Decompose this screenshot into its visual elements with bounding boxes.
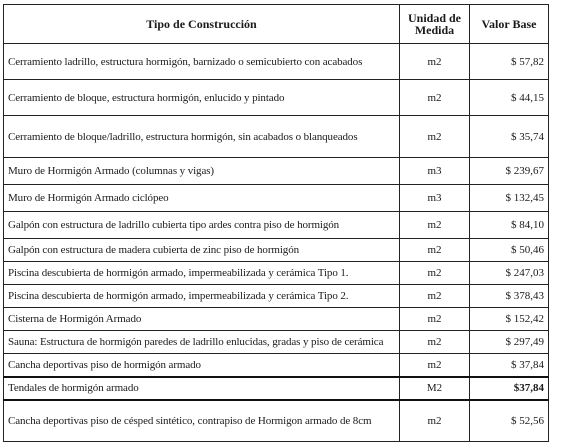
table-row [4, 185, 549, 212]
row-unit: m2 [400, 285, 470, 308]
row-description: Galpón con estructura de ladrillo cubierta tipo ardes contra piso de hormigón [4, 212, 400, 239]
table-header-row [4, 5, 549, 44]
row-unit: m2 [400, 400, 470, 442]
row-unit: m2 [400, 80, 470, 116]
row-unit: m2 [400, 44, 470, 80]
table-row [4, 239, 549, 262]
row-description: Tendales de hormigón armado [4, 377, 400, 400]
row-unit: m2 [400, 331, 470, 354]
row-value: $ 37,84 [470, 354, 549, 377]
row-unit: m2 [400, 116, 470, 158]
table-row [4, 377, 549, 400]
row-value: $37,84 [470, 377, 549, 400]
row-value: $ 84,10 [470, 212, 549, 239]
table-row [4, 285, 549, 308]
row-value: $ 239,67 [470, 158, 549, 185]
row-description: Sauna: Estructura de hormigón paredes de ladrillo enlucidas, gradas y piso de cerámica [4, 331, 400, 354]
row-unit: m2 [400, 262, 470, 285]
row-value: $ 50,46 [470, 239, 549, 262]
row-description: Cancha deportivas piso de hormigón armado [4, 354, 400, 377]
row-value: $ 378,43 [470, 285, 549, 308]
header-type: Tipo de Construcción [4, 5, 400, 44]
row-value: $ 132,45 [470, 185, 549, 212]
table-row [4, 44, 549, 80]
table-row [4, 308, 549, 331]
row-description: Galpón con estructura de madera cubierta de zinc piso de hormigón [4, 239, 400, 262]
table-row [4, 158, 549, 185]
row-description: Cerramiento ladrillo, estructura hormigón, barnizado o semicubierto con acabados [4, 44, 400, 80]
row-value: $ 52,56 [470, 400, 549, 442]
row-description: Cisterna de Hormigón Armado [4, 308, 400, 331]
row-description: Cerramiento de bloque, estructura hormigón, enlucido y pintado [4, 80, 400, 116]
row-value: $ 44,15 [470, 80, 549, 116]
table-row [4, 262, 549, 285]
table-row [4, 354, 549, 377]
table-row [4, 331, 549, 354]
row-value: $ 247,03 [470, 262, 549, 285]
row-value: $ 35,74 [470, 116, 549, 158]
row-value: $ 57,82 [470, 44, 549, 80]
row-unit: m2 [400, 354, 470, 377]
row-description: Piscina descubierta de hormigón armado, impermeabilizada y cerámica Tipo 1. [4, 262, 400, 285]
table-row [4, 400, 549, 442]
row-unit: m2 [400, 308, 470, 331]
construction-values-table [3, 4, 549, 442]
row-unit: m2 [400, 239, 470, 262]
table-row [4, 212, 549, 239]
header-value: Valor Base [470, 5, 549, 44]
row-value: $ 297,49 [470, 331, 549, 354]
row-unit: M2 [400, 377, 470, 400]
row-description: Muro de Hormigón Armado (columnas y vigas) [4, 158, 400, 185]
table-row [4, 116, 549, 158]
row-unit: m3 [400, 185, 470, 212]
row-unit: m3 [400, 158, 470, 185]
row-description: Muro de Hormigón Armado ciclópeo [4, 185, 400, 212]
table-row [4, 80, 549, 116]
row-description: Piscina descubierta de hormigón armado, impermeabilizada y cerámica Tipo 2. [4, 285, 400, 308]
header-unit: Unidad de Medida [400, 5, 470, 44]
row-unit: m2 [400, 212, 470, 239]
row-value: $ 152,42 [470, 308, 549, 331]
row-description: Cerramiento de bloque/ladrillo, estructura hormigón, sin acabados o blanqueados [4, 116, 400, 158]
row-description: Cancha deportivas piso de césped sintético, contrapiso de Hormigon armado de 8cm [4, 400, 400, 442]
